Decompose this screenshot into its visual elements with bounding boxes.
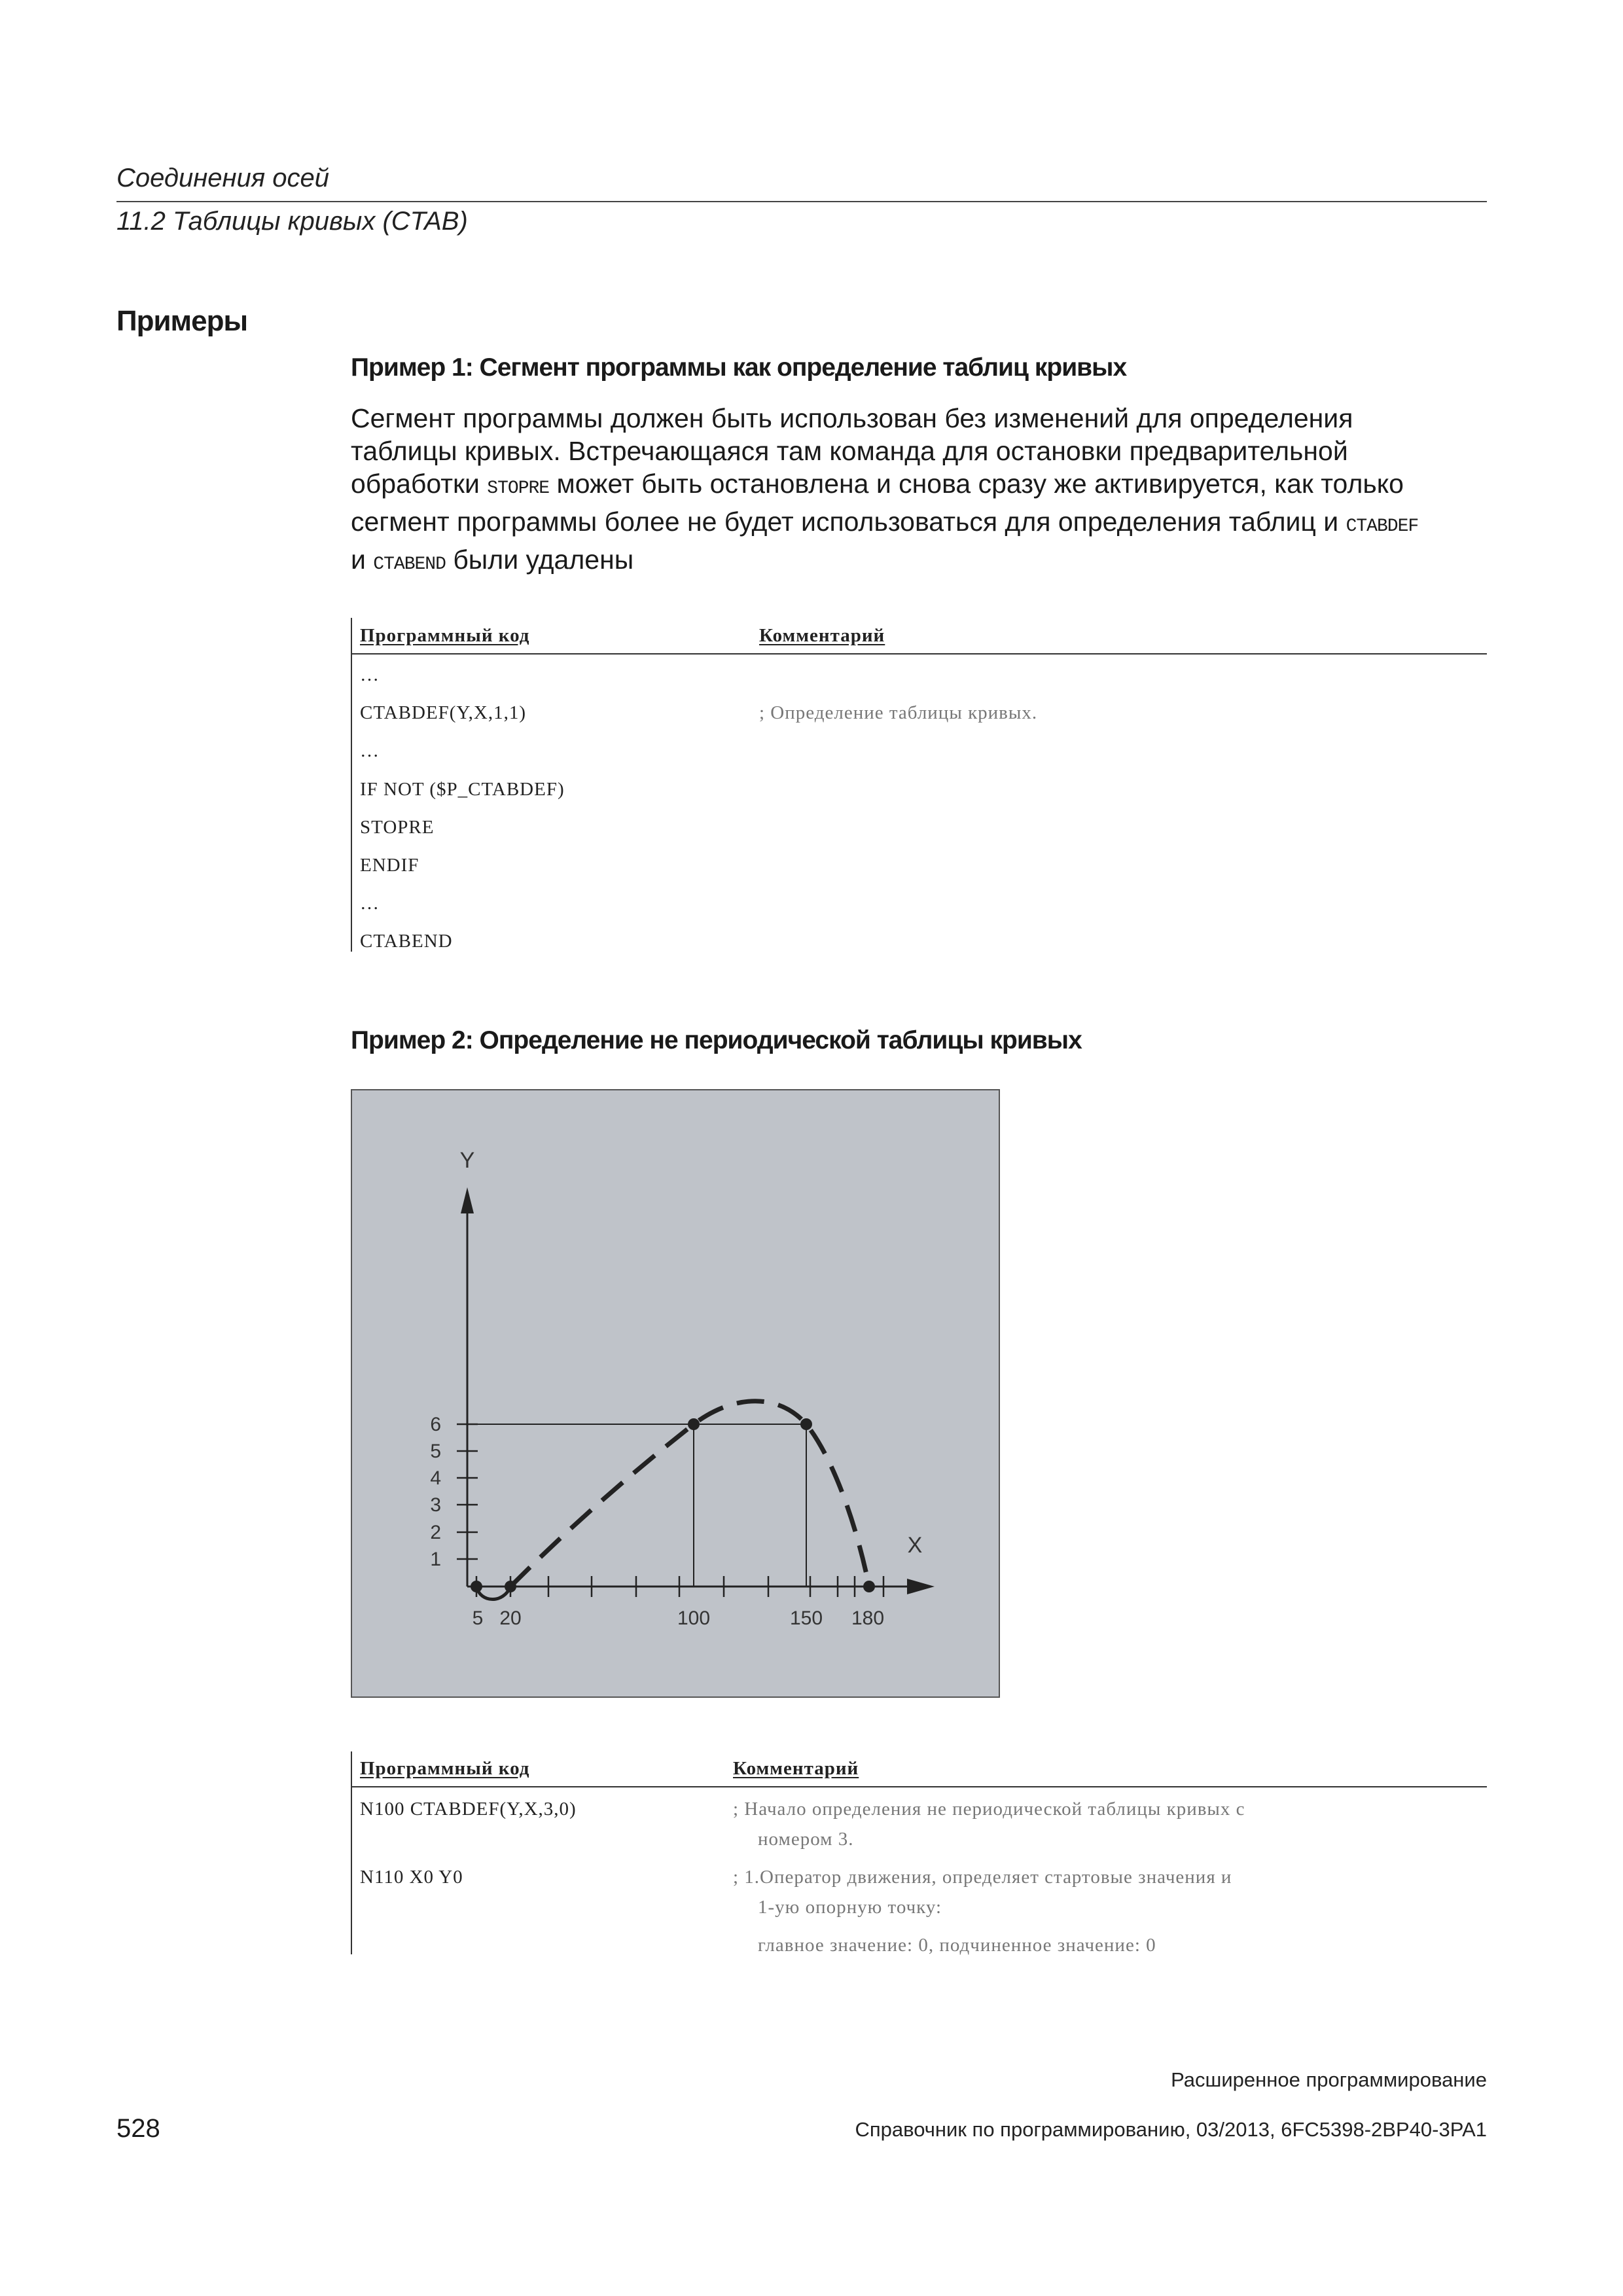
para-line: сегмент программы более не будет использоваться для определения таблиц и CTABDEF xyxy=(351,507,1419,537)
table1-header-comment: Комментарий xyxy=(759,625,885,646)
example1-title: Пример 1: Сегмент программы как определение таблиц кривых xyxy=(351,353,1127,382)
x-tick-label: 100 xyxy=(677,1607,711,1629)
y-tick-label: 3 xyxy=(430,1494,441,1516)
code-comment: главное значение: 0, подчиненное значение: 0 xyxy=(758,1935,1156,1956)
curve-point xyxy=(471,1581,482,1592)
table2-header-rule xyxy=(351,1786,1487,1787)
code-line: … xyxy=(360,664,380,685)
footer-reference: Справочник по программированию, 03/2013, 6FC5398-2BP40-3PA1 xyxy=(855,2118,1487,2141)
y-tick-label: 1 xyxy=(430,1549,441,1570)
y-tick-label: 4 xyxy=(430,1467,441,1489)
x-tick-label: 20 xyxy=(499,1607,522,1629)
curve-point xyxy=(800,1418,812,1430)
table2-header-comment: Комментарий xyxy=(733,1758,859,1779)
example2-title: Пример 2: Определение не периодической таблицы кривых xyxy=(351,1026,1082,1054)
y-axis-arrow-icon xyxy=(461,1187,474,1213)
x-tick-label: 150 xyxy=(789,1607,823,1629)
table1-header-rule xyxy=(351,653,1487,655)
code-line: IF NOT ($P_CTABDEF) xyxy=(360,779,565,800)
running-header-chapter: Соединения осей xyxy=(116,164,330,192)
y-tick-label: 5 xyxy=(430,1441,441,1462)
inline-code: CTABEND xyxy=(373,554,446,575)
examples-heading: Примеры xyxy=(116,305,248,337)
header-rule xyxy=(116,201,1487,202)
code-comment: 1-ую опорную точку: xyxy=(758,1897,942,1918)
code-line: CTABEND xyxy=(360,931,453,952)
x-tick-label: 5 xyxy=(472,1607,484,1629)
code-line: ENDIF xyxy=(360,855,419,876)
code-line: … xyxy=(360,740,380,761)
para-line: Сегмент программы должен быть использован без изменений для определения xyxy=(351,403,1353,433)
curve-dashed xyxy=(510,1401,869,1587)
y-tick-label: 6 xyxy=(430,1414,441,1435)
table2-left-border xyxy=(351,1751,352,1954)
running-header-section: 11.2 Таблицы кривых (CTAB) xyxy=(116,207,468,236)
code-comment: ; Определение таблицы кривых. xyxy=(759,702,1038,723)
y-axis-label: Y xyxy=(459,1148,475,1173)
code-line: N110 X0 Y0 xyxy=(360,1867,463,1888)
inline-code: STOPRE xyxy=(487,478,550,499)
para-line: таблицы кривых. Встречающаяся там команда для остановки предварительной xyxy=(351,436,1348,466)
x-axis-label: X xyxy=(907,1533,923,1558)
example1-paragraph xyxy=(351,402,1489,581)
code-comment: ; Начало определения не периодической таблицы кривых с xyxy=(733,1799,1245,1820)
x-tick-label: 180 xyxy=(851,1607,885,1629)
table1-header-code: Программный код xyxy=(360,625,530,646)
curve-point xyxy=(505,1581,516,1592)
curve-table-figure xyxy=(351,1089,1000,1698)
page-number: 528 xyxy=(116,2114,160,2143)
y-tick-label: 2 xyxy=(430,1522,441,1543)
inline-code: CTABDEF xyxy=(1346,516,1419,537)
x-axis-arrow-icon xyxy=(907,1579,935,1594)
para-line: и CTABEND были удалены xyxy=(351,545,634,575)
code-line: N100 CTABDEF(Y,X,3,0) xyxy=(360,1799,577,1820)
code-comment: ; 1.Оператор движения, определяет стартовые значения и xyxy=(733,1867,1232,1888)
curve-diagram xyxy=(352,1090,999,1696)
code-line: … xyxy=(360,893,380,914)
curve-point xyxy=(688,1418,700,1430)
code-line: CTABDEF(Y,X,1,1) xyxy=(360,702,527,723)
curve-point xyxy=(863,1581,875,1592)
table2-header-code: Программный код xyxy=(360,1758,530,1779)
footer-title: Расширенное программирование xyxy=(1171,2068,1487,2091)
para-line: обработки STOPRE может быть остановлена и снова сразу же активируется, как только xyxy=(351,469,1404,499)
table1-left-border xyxy=(351,618,352,952)
code-comment: номером 3. xyxy=(758,1829,854,1850)
code-line: STOPRE xyxy=(360,817,435,838)
